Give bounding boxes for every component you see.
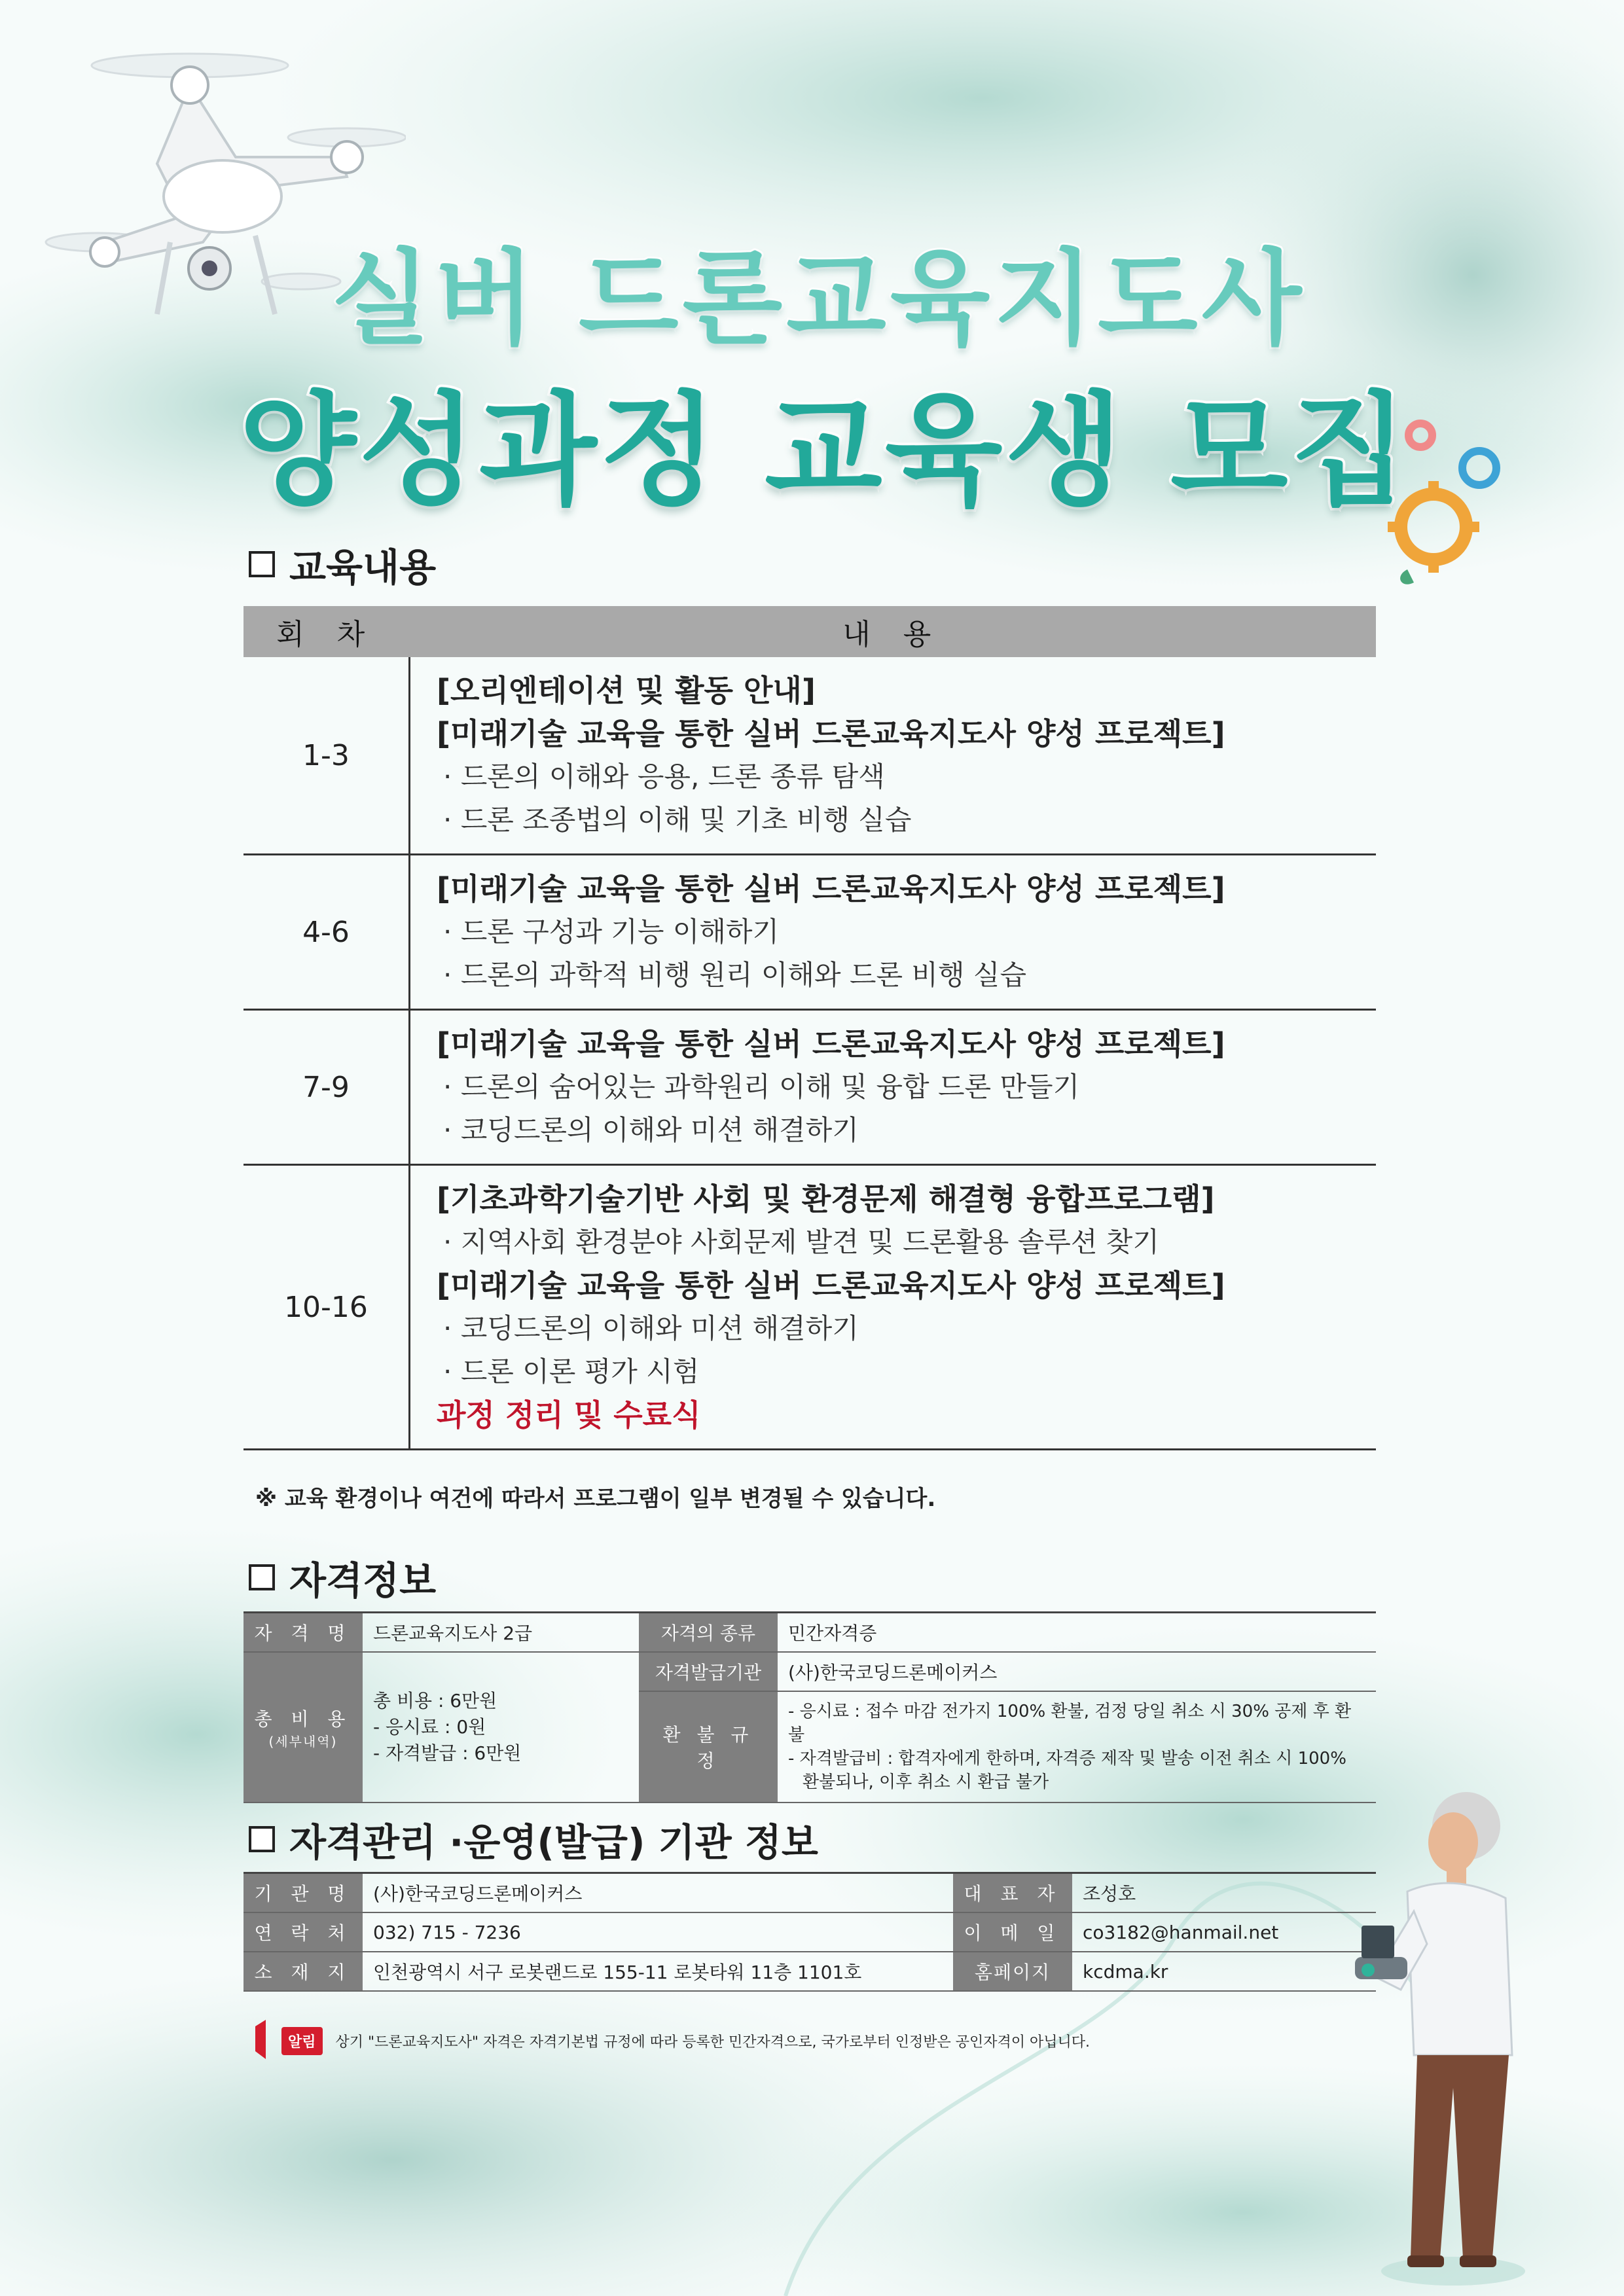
value-email[interactable]: co3182@hanmail.net	[1072, 1912, 1376, 1952]
label-cost-sub: (세부내역)	[268, 1733, 338, 1749]
megaphone-icon	[253, 2020, 268, 2062]
session-content	[410, 1010, 1377, 1165]
table-row	[244, 657, 1376, 855]
label-org: 기 관 명	[244, 1873, 363, 1913]
section-label: 자격정보	[289, 1558, 437, 1603]
label-issuer: 자격발급기관	[639, 1652, 778, 1691]
content-item: · 드론의 이해와 응용, 드론 종류 탐색	[443, 761, 885, 793]
value-name: 드론교육지도사 2급	[363, 1613, 639, 1653]
label-cost-text: 총 비 용	[254, 1708, 352, 1730]
senior-man-drone-controller-illustration	[1348, 1780, 1545, 2291]
content-item: · 드론의 과학적 비행 원리 이해와 드론 비행 실습	[443, 959, 1027, 991]
header-content: 내 용	[410, 606, 1377, 657]
content-item: · 드론 이론 평가 시험	[443, 1355, 700, 1388]
value-issuer: (사)한국코딩드론메이커스	[778, 1652, 1376, 1691]
value-contact: 032) 715 - 7236	[363, 1912, 953, 1952]
curriculum-body	[244, 657, 1376, 1450]
label-email: 이 메 일	[953, 1912, 1072, 1952]
session-number: 10-16	[244, 1165, 410, 1450]
value-rep: 조성호	[1072, 1873, 1376, 1913]
section-title-curriculum	[249, 537, 436, 592]
cost-line: - 자격발급 : 6만원	[373, 1742, 522, 1764]
content-item: · 드론 구성과 기능 이해하기	[443, 916, 780, 948]
cost-line: 총 비용 : 6만원	[373, 1690, 497, 1712]
value-homepage[interactable]: kcdma.kr	[1072, 1952, 1376, 1991]
label-cost	[244, 1652, 363, 1803]
checkbox-icon	[249, 1826, 275, 1852]
title-line-2: 양성과정 교육생 모집	[238, 380, 1411, 522]
session-number: 7-9	[244, 1010, 410, 1165]
refund-line: - 응시료 : 접수 마감 전가지 100% 환불, 검정 당일 취소 시 30% 공제 후 환불	[788, 1702, 1352, 1745]
session-content	[410, 657, 1377, 855]
curriculum-note: ※ 교육 환경이나 여건에 따라서 프로그램이 일부 변경될 수 있습니다.	[255, 1486, 936, 1512]
content-heading: [미래기술 교육을 통한 실버 드론교육지도사 양성 프로젝트]	[437, 871, 1225, 906]
table-row	[244, 855, 1376, 1010]
header-session: 회 차	[244, 606, 410, 657]
table-row	[244, 1165, 1376, 1450]
session-number: 4-6	[244, 855, 410, 1010]
section-label: 자격관리 ·운영(발급) 기관 정보	[289, 1820, 818, 1865]
alert-badge: 알림	[281, 2027, 323, 2055]
content-heading: [기초과학기술기반 사회 및 환경문제 해결형 융합프로그램]	[437, 1181, 1215, 1217]
label-type: 자격의 종류	[639, 1613, 778, 1653]
checkbox-icon	[249, 1564, 275, 1590]
session-content	[410, 855, 1377, 1010]
title-line-1: 실버 드론교육지도사	[331, 239, 1306, 359]
alert-notice	[253, 2020, 1090, 2062]
refund-line: 환불되나, 이후 취소 시 환급 불가	[803, 1772, 1049, 1792]
content-item: · 코딩드론의 이해와 미션 해결하기	[443, 1114, 859, 1146]
value-org: (사)한국코딩드론메이커스	[363, 1873, 953, 1913]
content-heading: [오리엔테이션 및 활동 안내]	[437, 673, 816, 708]
alert-text: 상기 "드론교육지도사" 자격은 자격기본법 규정에 따라 등록한 민간자격으로, 국가로부터 인정받은 공인자격이 아닙니다.	[335, 2034, 1091, 2051]
section-title-organization	[249, 1812, 818, 1867]
cost-line: - 응시료 : 0원	[373, 1716, 486, 1738]
value-refund	[778, 1691, 1376, 1803]
curriculum-table	[244, 606, 1376, 1450]
label-address: 소 재 지	[244, 1952, 363, 1991]
table-row	[244, 1010, 1376, 1165]
section-label: 교육내용	[289, 545, 437, 590]
section-title-qualification	[249, 1550, 436, 1605]
content-item: · 드론 조종법의 이해 및 기초 비행 실습	[443, 804, 912, 836]
session-number: 1-3	[244, 657, 410, 855]
content-item: · 드론의 숨어있는 과학원리 이해 및 융합 드론 만들기	[443, 1071, 1080, 1103]
label-name: 자 격 명	[244, 1613, 363, 1653]
value-address: 인천광역시 서구 로봇랜드로 155-11 로봇타워 11층 1101호	[363, 1952, 953, 1991]
content-heading: [미래기술 교육을 통한 실버 드론교육지도사 양성 프로젝트]	[437, 1268, 1225, 1303]
value-cost	[363, 1652, 639, 1803]
qualification-table	[244, 1611, 1376, 1803]
label-refund: 환 불 규 정	[639, 1691, 778, 1803]
organization-table	[244, 1872, 1376, 1992]
content-item: · 지역사회 환경분야 사회문제 발견 및 드론활용 솔루션 찾기	[443, 1226, 1159, 1258]
checkbox-icon	[249, 551, 275, 577]
label-homepage: 홈페이지	[953, 1952, 1072, 1991]
session-content	[410, 1165, 1377, 1450]
content-highlight: 과정 정리 및 수료식	[437, 1397, 701, 1433]
content-item: · 코딩드론의 이해와 미션 해결하기	[443, 1312, 859, 1344]
refund-line: - 자격발급비 : 합격자에게 한하며, 자격증 제작 및 발송 이전 취소 시 100%	[788, 1749, 1346, 1768]
label-rep: 대 표 자	[953, 1873, 1072, 1913]
value-type: 민간자격증	[778, 1613, 1376, 1653]
content-heading: [미래기술 교육을 통한 실버 드론교육지도사 양성 프로젝트]	[437, 716, 1225, 751]
label-contact: 연 락 처	[244, 1912, 363, 1952]
content-heading: [미래기술 교육을 통한 실버 드론교육지도사 양성 프로젝트]	[437, 1026, 1225, 1062]
